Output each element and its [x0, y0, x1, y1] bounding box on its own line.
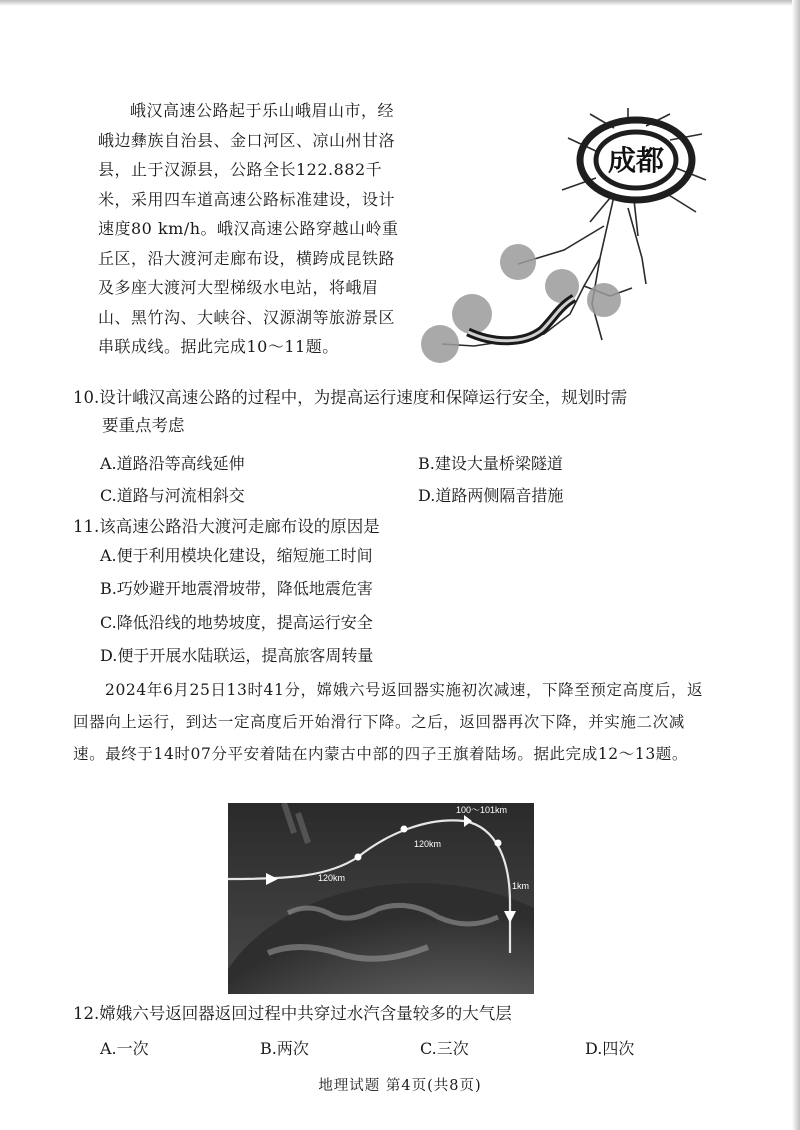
- scenic-area-marker: [421, 325, 459, 363]
- q10-option-d[interactable]: D.道路两侧隔音措施: [418, 486, 564, 505]
- q12-option-b[interactable]: B.两次: [260, 1039, 309, 1058]
- q12-stem: 12.嫦娥六号返回器返回过程中共穿过水汽含量较多的大气层: [73, 1004, 512, 1023]
- route-map-figure: [414, 108, 710, 370]
- q10-stem-line2: 要重点考虑: [102, 416, 185, 435]
- q12-option-c[interactable]: C.三次: [420, 1039, 469, 1058]
- intro-text: 峨汉高速公路起于乐山峨眉山市，经峨边彝族自治县、金口河区、凉山州甘洛县，止于汉源县，公路全长122.882千米，采用四车道高速公路标准建设，设计速度80 km/h。峨汉高速公路穿越山岭重丘区，沿大渡河走廊布设，横跨成昆铁路及多座大渡河大型梯级水电站，将峨眉山、黑竹沟、大峡谷、汉源湖等旅游景区串联成线。据此完成10～11题。: [98, 101, 399, 356]
- scenic-area-marker: [500, 244, 536, 280]
- trajectory-point: [495, 840, 502, 847]
- reentry-trajectory-figure: [228, 803, 534, 994]
- scenic-area-marker: [587, 283, 621, 317]
- altitude-label-mid: 120km: [414, 839, 442, 849]
- page-footer: 地理试题 第4页(共8页): [318, 1078, 482, 1094]
- altitude-label-top: 100～101km: [456, 805, 508, 815]
- altitude-label-right: 1km: [512, 881, 530, 891]
- q11-option-c[interactable]: C.降低沿线的地势坡度，提高运行安全: [100, 613, 373, 632]
- reentry-trajectory-photo: [228, 803, 534, 994]
- q10-stem-line1: 10.设计峨汉高速公路的过程中，为提高运行速度和保障运行安全，规划时需: [73, 388, 628, 407]
- q10-option-c[interactable]: C.道路与河流相斜交: [100, 486, 245, 505]
- scan-edge-top: [0, 0, 800, 6]
- scan-edge-right: [792, 0, 800, 1130]
- q11-option-a[interactable]: A.便于利用模块化建设，缩短施工时间: [100, 546, 373, 565]
- passage-chang-e-6: [73, 674, 713, 770]
- q11-option-d[interactable]: D.便于开展水陆联运，提高旅客周转量: [100, 646, 374, 665]
- intro-paragraph: [98, 96, 410, 362]
- trajectory-point: [355, 854, 362, 861]
- city-label: 成都: [607, 145, 665, 176]
- trajectory-point: [401, 826, 408, 833]
- q10-option-b[interactable]: B.建设大量桥梁隧道: [418, 454, 563, 473]
- q11-option-b[interactable]: B.巧妙避开地震滑坡带，降低地震危害: [100, 579, 373, 598]
- scenic-area-marker: [452, 294, 492, 334]
- altitude-label-left: 120km: [318, 873, 346, 883]
- q10-option-a[interactable]: A.道路沿等高线延伸: [100, 454, 245, 473]
- route-map: [414, 108, 710, 370]
- passage2-text: 2024年6月25日13时41分，嫦娥六号返回器实施初次减速，下降至预定高度后，返回器向上运行，到达一定高度后开始滑行下降。之后，返回器再次下降，并实施二次减速。最终于14时07分平安着陆在内蒙古中部的四子王旗着陆场。据此完成12～13题。: [73, 681, 704, 763]
- q12-option-a[interactable]: A.一次: [100, 1039, 149, 1058]
- q11-stem: 11.该高速公路沿大渡河走廊布设的原因是: [73, 517, 380, 536]
- q12-option-d[interactable]: D.四次: [585, 1039, 635, 1058]
- question-10: [73, 384, 703, 440]
